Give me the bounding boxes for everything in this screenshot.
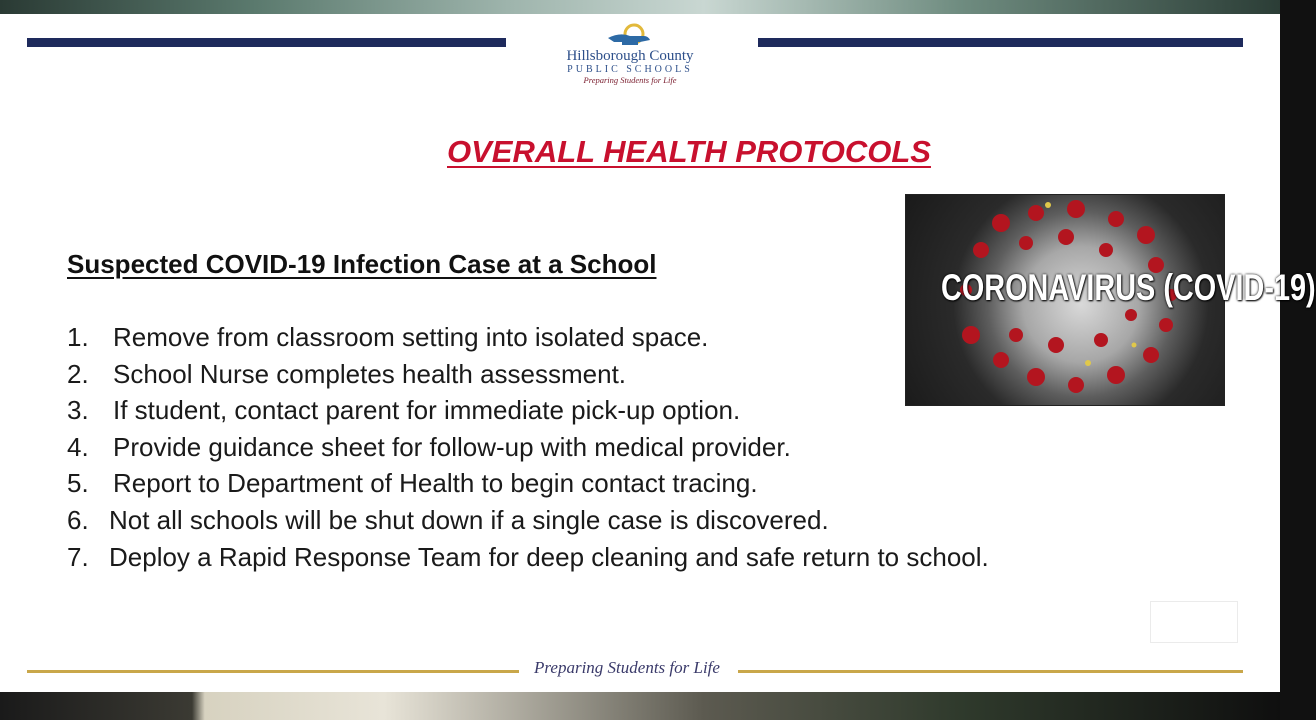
- step-text: Provide guidance sheet for follow-up with medical provider.: [113, 431, 791, 462]
- list-item: [67, 465, 989, 502]
- section-subtitle: Suspected COVID-19 Infection Case at a School: [67, 249, 657, 279]
- step-number: 1.: [67, 322, 89, 352]
- list-item: [67, 502, 989, 539]
- slide-title: OVERALL HEALTH PROTOCOLS: [447, 134, 931, 169]
- list-item: [67, 429, 989, 466]
- coronavirus-caption: CORONAVIRUS (COVID-19): [940, 267, 1316, 308]
- logo-subname: PUBLIC SCHOOLS: [567, 64, 693, 75]
- video-frame-top: [0, 0, 1280, 14]
- logo-name: Hillsborough County: [566, 48, 694, 64]
- header-rule-left: [27, 38, 506, 47]
- district-logo: [530, 22, 730, 94]
- step-number: 7.: [67, 541, 89, 572]
- list-item: [67, 356, 989, 393]
- step-text: Remove from classroom setting into isolated space.: [113, 322, 709, 352]
- presentation-slide: [0, 14, 1316, 692]
- step-number: 5.: [67, 468, 89, 499]
- step-number: 3.: [67, 395, 89, 426]
- video-frame-bottom: [0, 692, 1280, 720]
- step-number: 2.: [67, 358, 89, 389]
- lamp-of-learning-icon: [600, 22, 660, 48]
- step-text: Deploy a Rapid Response Team for deep cleaning and safe return to school.: [109, 541, 989, 572]
- list-item: [67, 539, 989, 576]
- broadcast-watermark: [1150, 601, 1238, 643]
- step-number: 6.: [67, 504, 89, 535]
- step-text: If student, contact parent for immediate pick-up option.: [113, 395, 741, 426]
- step-text: Not all schools will be shut down if a single case is discovered.: [109, 504, 829, 535]
- footer-rule-right: [738, 670, 1243, 673]
- logo-tagline: Preparing Students for Life: [583, 75, 677, 85]
- step-text: School Nurse completes health assessment.: [113, 358, 627, 389]
- coronavirus-image: [905, 194, 1316, 406]
- step-number: 4.: [67, 431, 89, 462]
- step-text: Report to Department of Health to begin contact tracing.: [113, 468, 758, 499]
- footer-rule-left: [27, 670, 519, 673]
- list-item: [67, 392, 989, 429]
- footer-tagline: Preparing Students for Life: [534, 658, 720, 677]
- protocol-steps-list: [67, 319, 989, 575]
- header-rule-right: [758, 38, 1243, 47]
- list-item: [67, 319, 989, 356]
